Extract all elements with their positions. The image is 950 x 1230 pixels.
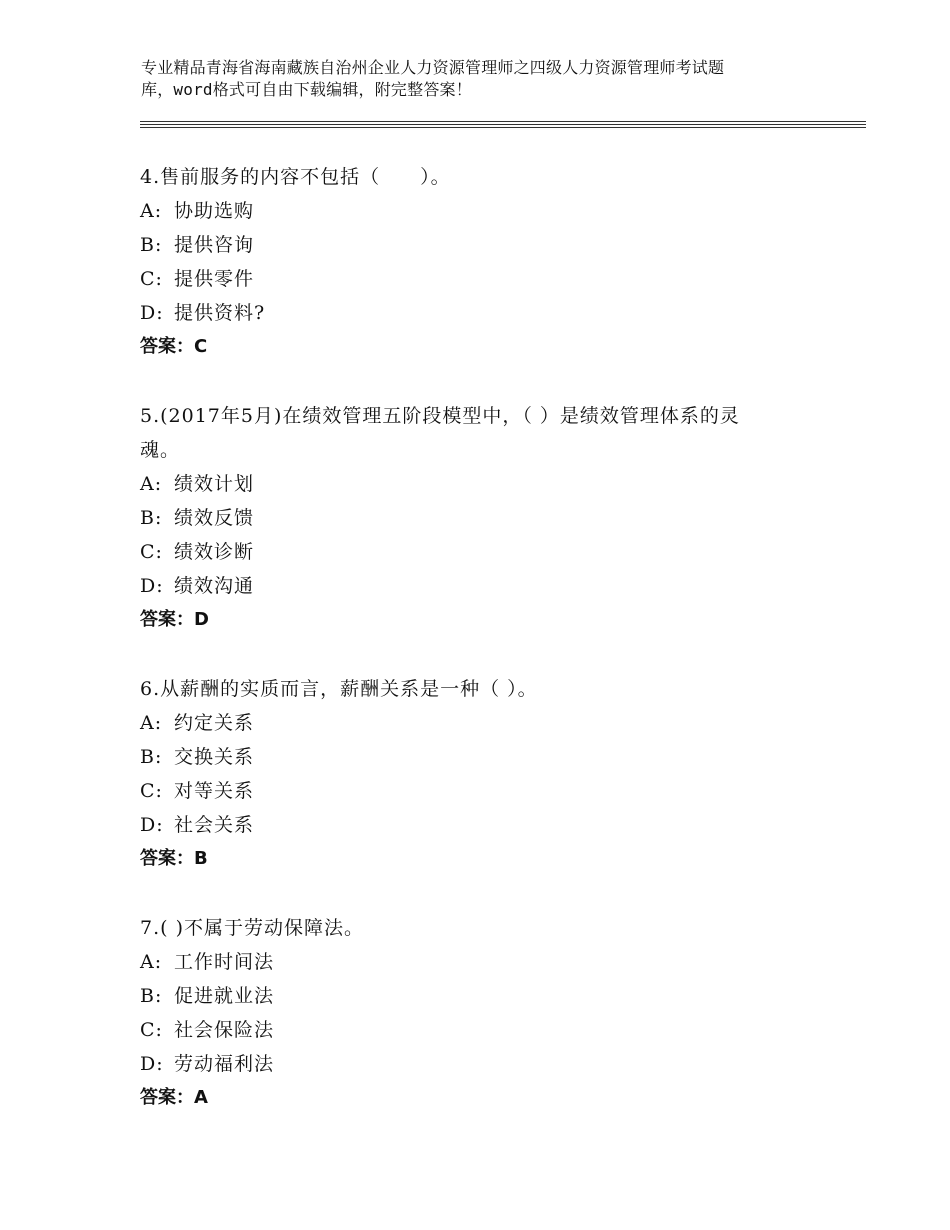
option-letter: C: xyxy=(140,268,163,290)
option-letter: A: xyxy=(140,951,163,973)
option-letter: C: xyxy=(140,541,163,563)
question-stem: 6.从薪酬的实质而言，薪酬关系是一种（ ）。 xyxy=(140,678,538,700)
question-7 xyxy=(140,911,830,1115)
option-text: 交换关系 xyxy=(174,746,255,768)
answer-label: 答案：A xyxy=(140,1087,208,1108)
option-text: 劳动福利法 xyxy=(174,1053,275,1075)
option-text: 提供咨询 xyxy=(174,234,255,256)
answer-label: 答案：D xyxy=(140,609,209,630)
document-header xyxy=(141,57,831,101)
option-c xyxy=(140,774,830,808)
option-text: 绩效诊断 xyxy=(174,541,255,563)
option-d xyxy=(140,808,830,842)
option-d xyxy=(140,569,830,603)
option-text: 对等关系 xyxy=(174,780,255,802)
option-letter: B: xyxy=(140,507,163,529)
question-5 xyxy=(140,399,830,637)
option-text: 协助选购 xyxy=(174,200,255,222)
question-4 xyxy=(140,160,830,364)
option-letter: A: xyxy=(140,200,163,222)
option-letter: C: xyxy=(140,780,163,802)
option-letter: A: xyxy=(140,473,163,495)
option-letter: C: xyxy=(140,1019,163,1041)
header-divider-line xyxy=(140,121,866,122)
option-letter: B: xyxy=(140,234,163,256)
option-a xyxy=(140,194,830,228)
option-a xyxy=(140,945,830,979)
option-text: 绩效沟通 xyxy=(174,575,255,597)
option-letter: D: xyxy=(140,1053,164,1075)
question-stem-line-2: 魂。 xyxy=(140,439,181,461)
question-6 xyxy=(140,672,830,876)
option-b xyxy=(140,501,830,535)
option-b xyxy=(140,228,830,262)
header-divider-line xyxy=(140,124,866,125)
answer-label: 答案：C xyxy=(140,336,208,357)
header-title-line-1: 专业精品青海省海南藏族自治州企业人力资源管理师之四级人力资源管理师考试题 xyxy=(141,58,725,77)
option-text: 工作时间法 xyxy=(174,951,275,973)
option-text: 约定关系 xyxy=(174,712,255,734)
question-stem-line-1: 5.(2017年5月)在绩效管理五阶段模型中，（ ）是绩效管理体系的灵 xyxy=(140,405,740,427)
answer-label: 答案：B xyxy=(140,848,208,869)
option-letter: A: xyxy=(140,712,163,734)
question-stem: 7.( )不属于劳动保障法。 xyxy=(140,917,364,939)
option-c xyxy=(140,262,830,296)
option-letter: D: xyxy=(140,814,164,836)
option-letter: B: xyxy=(140,985,163,1007)
option-c xyxy=(140,1013,830,1047)
option-d xyxy=(140,1047,830,1081)
option-letter: D: xyxy=(140,302,164,324)
option-letter: D: xyxy=(140,575,164,597)
option-text: 促进就业法 xyxy=(174,985,275,1007)
option-b xyxy=(140,740,830,774)
question-stem: 4.售前服务的内容不包括（ ）。 xyxy=(140,166,451,188)
option-letter: B: xyxy=(140,746,163,768)
option-text: 绩效计划 xyxy=(174,473,255,495)
header-title-line-2: 库，word格式可自由下载编辑，附完整答案！ xyxy=(141,80,472,99)
option-text: 社会保险法 xyxy=(174,1019,275,1041)
option-d xyxy=(140,296,830,330)
option-text: 提供零件 xyxy=(174,268,255,290)
option-a xyxy=(140,706,830,740)
option-text: 社会关系 xyxy=(174,814,255,836)
option-text: 绩效反馈 xyxy=(174,507,255,529)
option-b xyxy=(140,979,830,1013)
option-text: 提供资料? xyxy=(174,302,266,324)
option-a xyxy=(140,467,830,501)
header-divider-line xyxy=(140,127,866,128)
option-c xyxy=(140,535,830,569)
